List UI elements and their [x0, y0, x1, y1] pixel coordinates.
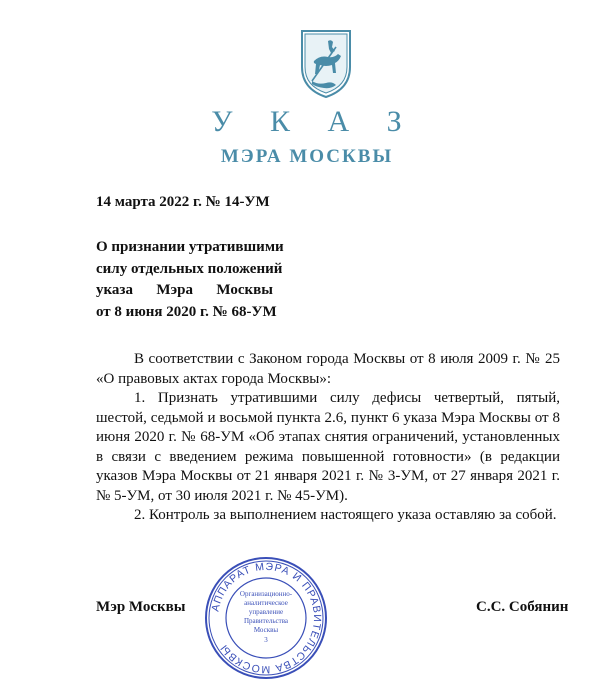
document-type-title: У К А З: [211, 105, 417, 138]
seal-center-line: 3: [264, 636, 268, 644]
document-issuer-title: МЭРА МОСКВЫ: [220, 146, 394, 167]
signatory-position: Мэр Москвы: [96, 599, 186, 615]
seal-center-line: Правительства: [243, 617, 289, 625]
subject-word: Москвы: [216, 282, 273, 298]
document-subject: [96, 237, 284, 323]
official-seal-icon: [204, 556, 328, 680]
subject-word: указа: [96, 282, 133, 298]
seal-center-line: аналитическое: [244, 599, 288, 607]
subject-line: от 8 июня 2020 г. № 68-УМ: [96, 303, 277, 320]
body-paragraph: 1. Признать утратившими силу дефисы четвертый, пятый, шестой, седьмой и восьмой пункта 2.6, пункт 6 указа Мэра Москвы от 8 июня 2020 г. № 68-УМ «Об этапах снятия ограничений, установленных в связи с введением режима повышенной готовности» (в редакции указов Мэра Москвы от 21 января 2021 г. № 3-УМ, от 27 января 2021 г. № 5-УМ, от 30 июля 2021 г. № 45-УМ).: [96, 390, 560, 504]
signatory-name: С.С. Собянин: [476, 599, 569, 615]
seal-ring-text: АППАРАТ МЭРА И ПРАВИТЕЛЬСТВА МОСКВЫ: [209, 560, 324, 676]
document-date-number: 14 марта 2022 г. № 14-УМ: [96, 194, 270, 210]
moscow-coat-of-arms-icon: [298, 27, 354, 99]
subject-line: [96, 280, 273, 302]
seal-center-line: Организационно-: [239, 590, 293, 598]
seal-center-line: Москвы: [253, 626, 279, 634]
body-paragraph: В соответствии с Законом города Москвы от 8 июля 2009 г. № 25 «О правовых актах города Москвы»:: [96, 351, 560, 387]
seal-center-line: управление: [248, 608, 284, 616]
body-paragraph: 2. Контроль за выполнением настоящего указа оставляю за собой.: [134, 507, 557, 523]
subject-line: силу отдельных положений: [96, 260, 283, 277]
document-body: [96, 350, 560, 526]
subject-word: Мэра: [156, 282, 194, 298]
subject-line: О признании утратившими: [96, 239, 284, 255]
